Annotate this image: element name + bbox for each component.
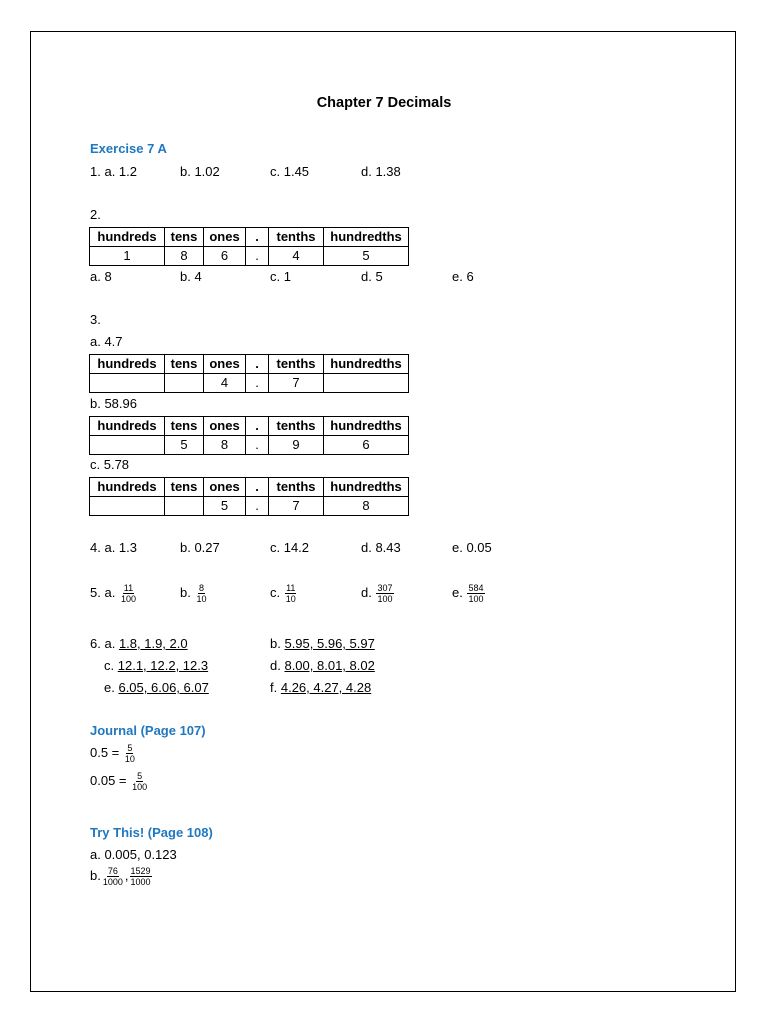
q5-label-c: c. bbox=[270, 584, 281, 600]
header-hundreds: hundreds bbox=[90, 417, 165, 436]
q6-value-a: 1.8, 1.9, 2.0 bbox=[118, 636, 188, 651]
q4-answer-b: b. 0.27 bbox=[180, 540, 220, 555]
denominator: 10 bbox=[124, 754, 135, 764]
q4-number-a bbox=[90, 540, 137, 556]
q5-answer-b bbox=[180, 583, 208, 604]
table-header-row bbox=[90, 355, 409, 374]
header-tens: tens bbox=[165, 417, 204, 436]
denominator: 100 bbox=[132, 782, 148, 792]
cell-hundredths: 6 bbox=[324, 436, 409, 455]
q4-answer-c: c. 14.2 bbox=[270, 540, 310, 555]
comma-separator: , bbox=[124, 867, 129, 883]
cell-tenths: 4 bbox=[269, 247, 324, 266]
cell-hundreds bbox=[90, 497, 165, 516]
try-this-answer-a: a. 0.005, 0.123 bbox=[90, 847, 177, 862]
journal-lhs-1: 0.5 = bbox=[90, 744, 120, 760]
q3-part-a-label: a. 4.7 bbox=[90, 334, 123, 349]
numerator: 1529 bbox=[130, 866, 151, 876]
cell-hundreds bbox=[90, 374, 165, 393]
denominator: 10 bbox=[285, 594, 296, 604]
cell-ones: 4 bbox=[204, 374, 246, 393]
fraction bbox=[131, 771, 148, 792]
try-this-heading: Try This! (Page 108) bbox=[90, 825, 213, 840]
header-tenths: tenths bbox=[269, 417, 324, 436]
q1-number-a bbox=[90, 164, 137, 180]
numerator: 5 bbox=[127, 743, 133, 753]
q6-answer-b bbox=[270, 636, 375, 652]
fraction bbox=[102, 866, 124, 887]
journal-line-2 bbox=[90, 771, 149, 792]
table-row bbox=[90, 497, 409, 516]
q4-answer-e: e. 0.05 bbox=[452, 540, 492, 555]
q5-label-e: e. bbox=[452, 584, 463, 600]
header-hundredths: hundredths bbox=[324, 355, 409, 374]
q6-label-e: e. bbox=[104, 680, 115, 695]
header-tens: tens bbox=[165, 478, 204, 497]
q2-answer-c: c. 1 bbox=[270, 269, 291, 284]
q6-value-f: 4.26, 4.27, 4.28 bbox=[280, 680, 372, 695]
header-ones: ones bbox=[204, 478, 246, 497]
q6-answer-d bbox=[270, 658, 375, 674]
header-hundredths: hundredths bbox=[324, 228, 409, 247]
q3b-place-value-table bbox=[89, 416, 409, 455]
q5-label-d: d. bbox=[361, 584, 372, 600]
q1-answer-c: c. 1.45 bbox=[270, 164, 310, 179]
cell-decimal-point: . bbox=[246, 497, 269, 516]
numerator: 307 bbox=[377, 583, 393, 593]
q6-label-c: c. bbox=[104, 658, 115, 673]
q4-number: 4. bbox=[90, 540, 101, 555]
q6-value-d: 8.00, 8.01, 8.02 bbox=[284, 658, 375, 673]
q1-answer-d: d. 1.38 bbox=[361, 164, 401, 179]
header-tenths: tenths bbox=[269, 355, 324, 374]
numerator: 8 bbox=[198, 583, 204, 593]
header-decimal-point: . bbox=[246, 417, 269, 436]
q1-answer-b: b. 1.02 bbox=[180, 164, 220, 179]
cell-tens bbox=[165, 374, 204, 393]
table-header-row bbox=[90, 478, 409, 497]
journal-heading: Journal (Page 107) bbox=[90, 723, 206, 738]
header-ones: ones bbox=[204, 417, 246, 436]
table-header-row bbox=[90, 228, 409, 247]
cell-tenths: 7 bbox=[269, 374, 324, 393]
cell-ones: 6 bbox=[204, 247, 246, 266]
denominator: 100 bbox=[377, 594, 393, 604]
exercise-heading: Exercise 7 A bbox=[90, 141, 167, 156]
header-ones: ones bbox=[204, 355, 246, 374]
q5-answer-c bbox=[270, 583, 298, 604]
fraction bbox=[285, 583, 297, 604]
journal-line-1 bbox=[90, 743, 137, 764]
q5-label-a: a. bbox=[104, 584, 116, 600]
q3a-place-value-table bbox=[89, 354, 409, 393]
cell-hundredths: 8 bbox=[324, 497, 409, 516]
q1-number: 1. bbox=[90, 164, 101, 179]
numerator: 584 bbox=[468, 583, 484, 593]
q6-label-f: f. bbox=[270, 680, 278, 695]
cell-hundredths: 5 bbox=[324, 247, 409, 266]
header-tenths: tenths bbox=[269, 478, 324, 497]
q5-answer-d bbox=[361, 583, 395, 604]
page-title: Chapter 7 Decimals bbox=[316, 95, 452, 111]
header-tenths: tenths bbox=[269, 228, 324, 247]
q3-part-b-label: b. 58.96 bbox=[90, 396, 137, 411]
numerator: 11 bbox=[286, 583, 296, 593]
table-row bbox=[90, 374, 409, 393]
q2-number: 2. bbox=[90, 207, 101, 222]
numerator: 11 bbox=[123, 583, 134, 593]
fraction bbox=[467, 583, 484, 604]
q6-label-b: b. bbox=[270, 636, 281, 651]
q3c-place-value-table bbox=[89, 477, 409, 516]
cell-decimal-point: . bbox=[246, 436, 269, 455]
q6-value-c: 12.1, 12.2, 12.3 bbox=[117, 658, 209, 673]
q2-answer-e: e. 6 bbox=[452, 269, 474, 284]
denominator: 10 bbox=[196, 594, 207, 604]
q4-answer-a: a. 1.3 bbox=[104, 540, 137, 555]
header-ones: ones bbox=[204, 228, 246, 247]
cell-hundreds: 1 bbox=[90, 247, 165, 266]
q2-answer-d: d. 5 bbox=[361, 269, 383, 284]
numerator: 76 bbox=[107, 866, 118, 876]
q4-answer-d: d. 8.43 bbox=[361, 540, 401, 555]
numerator: 5 bbox=[137, 771, 143, 781]
header-hundreds: hundreds bbox=[90, 355, 165, 374]
header-tens: tens bbox=[165, 355, 204, 374]
cell-tens bbox=[165, 497, 204, 516]
header-decimal-point: . bbox=[246, 355, 269, 374]
q6-value-b: 5.95, 5.96, 5.97 bbox=[284, 636, 375, 651]
q6-label-d: d. bbox=[270, 658, 281, 673]
try-this-answer-b bbox=[90, 866, 153, 887]
cell-ones: 5 bbox=[204, 497, 246, 516]
header-hundreds: hundreds bbox=[90, 478, 165, 497]
denominator: 100 bbox=[120, 594, 136, 604]
cell-hundredths bbox=[324, 374, 409, 393]
q6-answer-f bbox=[270, 680, 371, 696]
fraction bbox=[120, 583, 137, 604]
q6-number: 6. bbox=[90, 636, 101, 651]
fraction bbox=[376, 583, 393, 604]
header-hundredths: hundredths bbox=[324, 417, 409, 436]
header-decimal-point: . bbox=[246, 478, 269, 497]
journal-lhs-2: 0.05 = bbox=[90, 772, 127, 788]
table-row bbox=[90, 436, 409, 455]
header-tens: tens bbox=[165, 228, 204, 247]
q6-value-e: 6.05, 6.06, 6.07 bbox=[118, 680, 209, 695]
q2-place-value-table bbox=[89, 227, 409, 266]
cell-tenths: 9 bbox=[269, 436, 324, 455]
q2-answer-b: b. 4 bbox=[180, 269, 202, 284]
cell-tens: 5 bbox=[165, 436, 204, 455]
q5-answer-a bbox=[90, 583, 138, 604]
q6-label-a: a. bbox=[104, 636, 116, 651]
cell-ones: 8 bbox=[204, 436, 246, 455]
q6-answer-e bbox=[104, 680, 209, 696]
denominator: 1000 bbox=[130, 877, 151, 887]
q5-label-b: b. bbox=[180, 584, 191, 600]
cell-tens: 8 bbox=[165, 247, 204, 266]
q6-answer-a bbox=[90, 636, 188, 652]
table-header-row bbox=[90, 417, 409, 436]
q6-answer-c bbox=[104, 658, 208, 674]
fraction bbox=[124, 743, 136, 764]
fraction bbox=[130, 866, 152, 887]
q2-answer-a: a. 8 bbox=[90, 269, 112, 284]
fraction bbox=[195, 583, 207, 604]
q5-answer-e bbox=[452, 583, 486, 604]
q1-answer-a: a. 1.2 bbox=[104, 164, 137, 179]
try-this-label-b: b. bbox=[90, 867, 101, 883]
header-hundreds: hundreds bbox=[90, 228, 165, 247]
cell-hundreds bbox=[90, 436, 165, 455]
q3-number: 3. bbox=[90, 312, 101, 327]
table-row bbox=[90, 247, 409, 266]
header-hundredths: hundredths bbox=[324, 478, 409, 497]
cell-decimal-point: . bbox=[246, 247, 269, 266]
cell-tenths: 7 bbox=[269, 497, 324, 516]
header-decimal-point: . bbox=[246, 228, 269, 247]
cell-decimal-point: . bbox=[246, 374, 269, 393]
denominator: 1000 bbox=[102, 877, 123, 887]
q3-part-c-label: c. 5.78 bbox=[90, 457, 130, 472]
q5-number: 5. bbox=[90, 584, 101, 600]
denominator: 100 bbox=[468, 594, 484, 604]
